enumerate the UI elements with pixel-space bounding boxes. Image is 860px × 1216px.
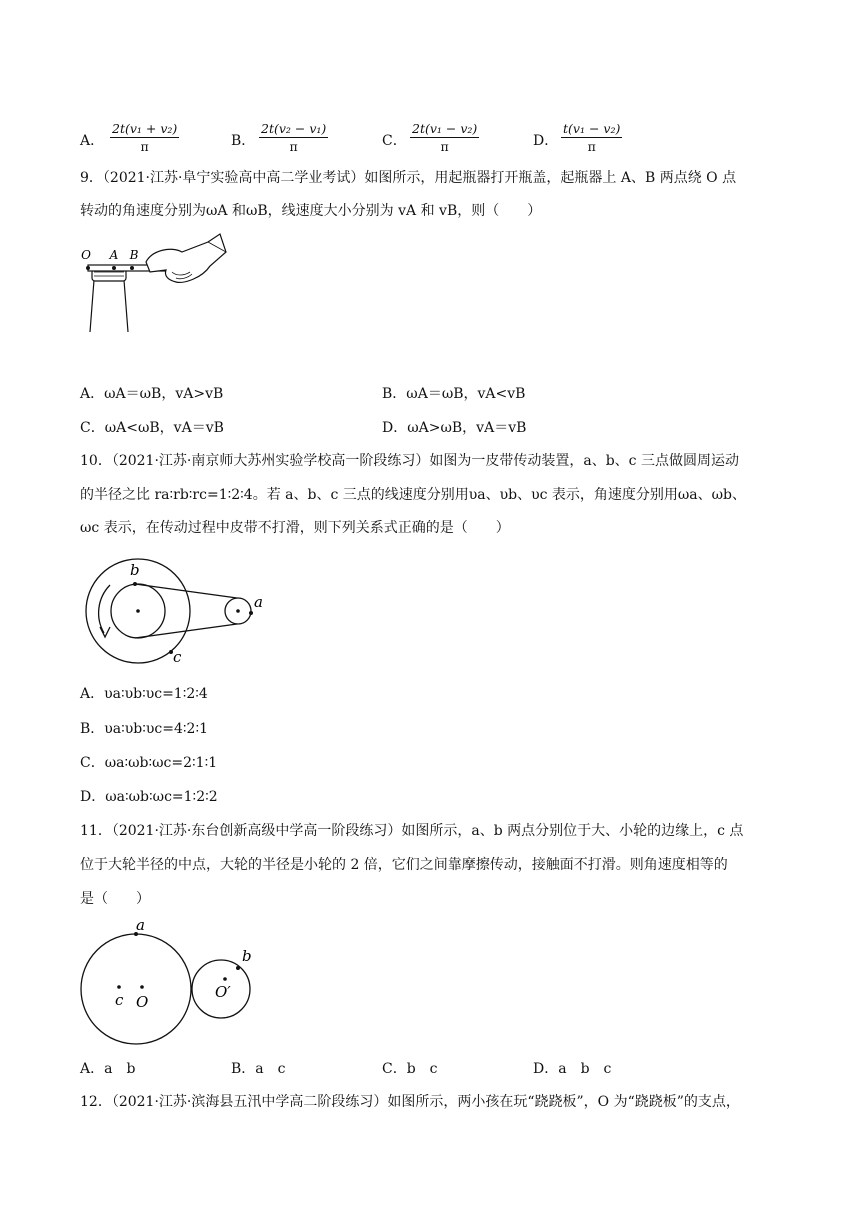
- q10-stem-line3: ωc 表示，在传动过程中皮带不打滑，则下列关系式正确的是（ ）: [80, 520, 510, 536]
- q10-stem-line2: 的半径之比 ra∶rb∶rc=1∶2∶4。若 a、b、c 三点的线速度分别用υa、υb、υc 表示，角速度分别用ωa、ωb、: [80, 487, 747, 503]
- q9-option-b: B．ωA＝ωB，vA<vB: [382, 386, 526, 402]
- q8-option-a-label: A．: [80, 133, 105, 149]
- q10-option-c: C．ωa∶ωb∶ωc=2∶1∶1: [80, 755, 218, 771]
- q8-option-d-denominator: π: [587, 139, 596, 154]
- label-a: a: [136, 916, 145, 934]
- q11-stem-line2: 位于大轮半径的中点，大轮的半径是小轮的 2 倍，它们之间靠摩擦传动，接触面不打滑。则角速度相等的: [80, 857, 728, 873]
- q8-option-d-numerator: t(v₁ − v₂): [563, 121, 621, 136]
- q12-stem-line1: 12．（2021·江苏·滨海县五汛中学高二阶段练习）如图所示，两小孩在玩“跷跷板”，O 为“跷跷板”的支点，: [80, 1094, 740, 1110]
- q11-option-a: A．a b: [80, 1061, 136, 1077]
- q11-option-b: B．a c: [231, 1061, 286, 1077]
- q8-option-b-denominator: π: [289, 139, 298, 154]
- q11-stem-line1: 11．（2021·江苏·东台创新高级中学高一阶段练习）如图所示，a、b 两点分别位于大、小轮的边缘上，c 点: [80, 823, 744, 839]
- q9-stem-line1: 9．（2021·江苏·阜宁实验高中高二学业考试）如图所示，用起瓶器打开瓶盖，起瓶器上 A、B 两点绕 O 点: [80, 170, 737, 186]
- q9-option-a: A．ωA＝ωB，vA>vB: [80, 386, 224, 402]
- label-b: B: [129, 248, 139, 262]
- q10-option-b: B．υa∶υb∶υc=4∶2∶1: [80, 721, 208, 737]
- q10-stem-line1: 10．（2021·江苏·南京师大苏州实验学校高一阶段练习）如图为一皮带传动装置，a、b、c 三点做圆周运动: [80, 453, 739, 469]
- q8-option-b-label: B．: [231, 133, 256, 149]
- belt-drive-figure: [80, 555, 270, 670]
- label-c: c: [115, 991, 124, 1009]
- q8-option-d-fraction: [561, 121, 622, 154]
- label-a: A: [109, 248, 119, 262]
- label-b: b: [130, 561, 140, 579]
- q11-option-d: D．a b c: [533, 1061, 612, 1077]
- q8-option-c-numerator: 2t(v₁ − v₂): [412, 121, 478, 136]
- q8-option-b-fraction: [259, 121, 328, 154]
- friction-wheels-figure: [80, 915, 260, 1049]
- q8-option-c-denominator: π: [440, 139, 449, 154]
- q8-option-c-label: C．: [382, 133, 407, 149]
- label-a: a: [254, 593, 263, 611]
- q8-option-a-denominator: π: [140, 139, 149, 154]
- q9-option-c: C．ωA<ωB，vA＝vB: [80, 420, 224, 436]
- label-o: O: [81, 248, 91, 262]
- q10-option-a: A．υa∶υb∶υc=1∶2∶4: [80, 686, 208, 702]
- label-o-prime: O′: [215, 983, 231, 1001]
- label-c: c: [173, 648, 182, 666]
- q8-option-d-label: D．: [533, 133, 559, 149]
- q11-stem-line3: 是（ ）: [80, 891, 150, 907]
- q11-option-c: C．b c: [382, 1061, 438, 1077]
- q8-option-a-numerator: 2t(v₁ + v₂): [112, 121, 178, 136]
- q9-option-d: D．ωA>ωB，vA＝vB: [382, 420, 527, 436]
- q10-option-d: D．ωa∶ωb∶ωc=1∶2∶2: [80, 789, 218, 805]
- bottle-opener-figure: [80, 232, 230, 336]
- q9-stem-line2: 转动的角速度分别为ωA 和ωB，线速度大小分别为 vA 和 vB，则（ ）: [80, 203, 542, 219]
- label-o: O: [136, 993, 149, 1011]
- q8-option-b-numerator: 2t(v₂ − v₁): [261, 121, 327, 136]
- q8-option-c-fraction: [410, 121, 479, 154]
- q8-option-a-fraction: [110, 121, 179, 154]
- label-b: b: [242, 947, 252, 965]
